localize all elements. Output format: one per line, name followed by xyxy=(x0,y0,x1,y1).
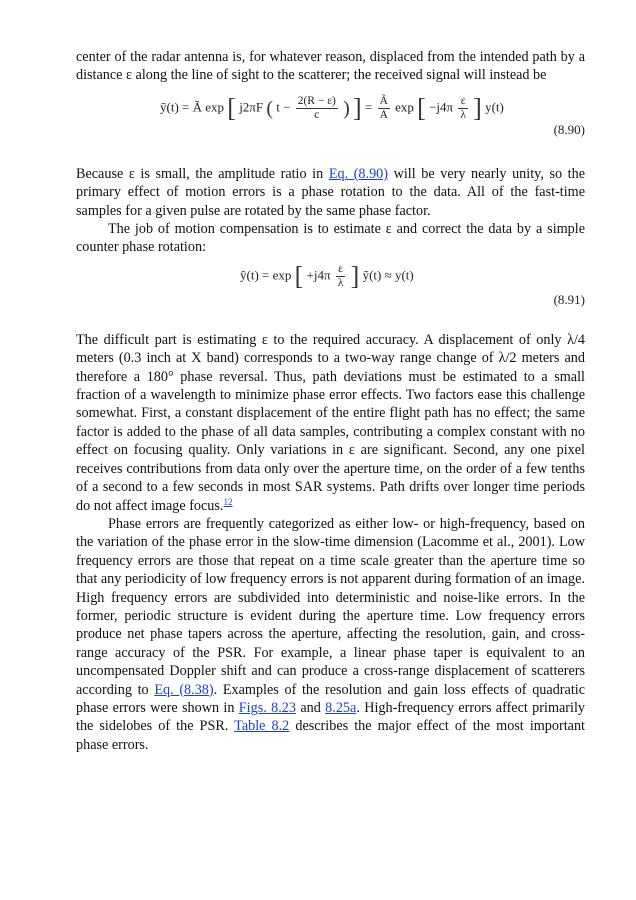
equation-number-8-90: (8.90) xyxy=(553,121,585,137)
link-figs-8-23[interactable]: Figs. 8.23 xyxy=(238,699,296,716)
eq890-ratio xyxy=(378,95,390,122)
paragraph-amplitude-ratio: Because ε is small, the amplitude ratio in Eq. (8.90) will be very nearly unity, so the primary effect of motion errors is a phase rotation to the data. All of the fast-time samples for a given pulse are rotated by the same phase factor. xyxy=(76,165,585,219)
equation-8-90 xyxy=(76,85,585,141)
eq890-frac-num: 2(R − ε) xyxy=(297,94,336,107)
eq890-phase-num: ε xyxy=(458,95,468,109)
eq890-lhs: ỹ(t) = Ã exp xyxy=(160,99,225,115)
eq890-rhs: y(t) xyxy=(485,99,504,115)
eq890-phase-den: λ xyxy=(460,108,466,121)
eq890-exp2: exp xyxy=(395,99,414,115)
footnote-12-link[interactable]: 12 xyxy=(223,496,233,507)
document-page xyxy=(76,48,585,754)
eq890-t-minus: t − xyxy=(276,99,291,115)
eq891-lhs: ŷ(t) = exp xyxy=(240,267,292,283)
equation-8-91-formula: ŷ(t) = exp [ +j4π $\frac{\varepsilon}{\lambda}$ ] ỹ(t) ≈ y(t) xyxy=(240,261,414,291)
eq890-frac-den: c xyxy=(314,108,320,121)
eq891-phase-frac xyxy=(336,263,346,290)
eq890-ratio-den: A xyxy=(379,108,388,121)
eq891-phase-den: λ xyxy=(337,276,344,289)
link-eq-8-38[interactable]: Eq. (8.38) xyxy=(154,681,214,698)
link-eq-8-90[interactable]: Eq. (8.90) xyxy=(328,165,388,182)
eq890-inner: j2πF xyxy=(239,99,264,115)
eq891-rhs: ỹ(t) ≈ y(t) xyxy=(362,267,414,283)
paragraph-intro: center of the radar antenna is, for whatever reason, displaced from the intended path by a distance ε along the line of sight to the scatterer; the received signal will instead be xyxy=(76,49,585,84)
eq890-equals: = xyxy=(364,99,373,115)
eq890-phase: −j4π xyxy=(429,99,454,115)
link-table-8-2[interactable]: Table 8.2 xyxy=(234,718,290,735)
eq891-phase: +j4π xyxy=(306,267,331,283)
equation-8-90-formula: ỹ(t) = Ã exp [ j2πF ( t − $\frac{2(R - \varepsilon)}{c}$ ) ] = $\frac{Ã}{A}$ exp [ −j4π $\frac{\varepsilon}{\lambda}$ ] y(t) xyxy=(160,93,504,123)
paragraph-phase-errors: Phase errors are frequently categorized as either low- or high-frequency, based on the variation of the phase error in the slow-time dimension (Lacomme et al., 2001). Low frequency errors are those that repeat on a time scale greater than the aperture time so that any periodicity of low frequency errors is not apparent during formation of an image. High frequency errors are subdivided into deterministic and noise-like errors. In the former, periodic structure is evident during the aperture time. Low frequency errors produce net phase tapers across the aperture, affecting the resolution, gain, and cross-range accuracy of the PSR. For example, a linear phase taper is equivalent to an uncompensated Doppler shift and can produce a cross-range displacement of scatterers according to Eq. (8.38). Examples of the resolution and gain loss effects of quadratic phase errors were shown in Figs. 8.23 and 8.25a. High-frequency errors affect primarily the sidelobes of the PSR. Table 8.2 describes the major effect of the most important phase errors. xyxy=(76,515,585,753)
equation-8-91 xyxy=(76,257,585,307)
eq890-fraction xyxy=(296,95,338,122)
eq890-phase-frac xyxy=(458,95,468,122)
equation-number-8-91: (8.91) xyxy=(553,291,585,307)
eq891-phase-num: ε xyxy=(336,263,346,277)
paragraph-difficult-part: The difficult part is estimating ε to the required accuracy. A displacement of only λ/4 meters (0.3 inch at X band) corresponds to a two-way range change of λ/2 meters and therefore a 180° phase reversal. Thus, path deviations must be estimated to a small fraction of a wavelength to minimize phase error effects. Two factors ease this challenge somewhat. First, a constant displacement of the entire flight path has no effect; the same factor is added to the phase of all data samples, contributing a complex constant with no effect on focusing quality. Only variations in ε are significant. Second, any one pixel receives contributions from data only over the aperture time, on the order of a few tenths of a second to a few seconds in most SAR systems. Path drifts over longer time periods do not affect image focus.$^{12}$ xyxy=(76,331,585,514)
eq890-ratio-num: Ã xyxy=(379,94,388,107)
paragraph-motion-compensation: The job of motion compensation is to estimate ε and correct the data by a simple counter phase rotation: xyxy=(76,221,585,256)
link-fig-8-25a[interactable]: 8.25a xyxy=(325,699,357,716)
